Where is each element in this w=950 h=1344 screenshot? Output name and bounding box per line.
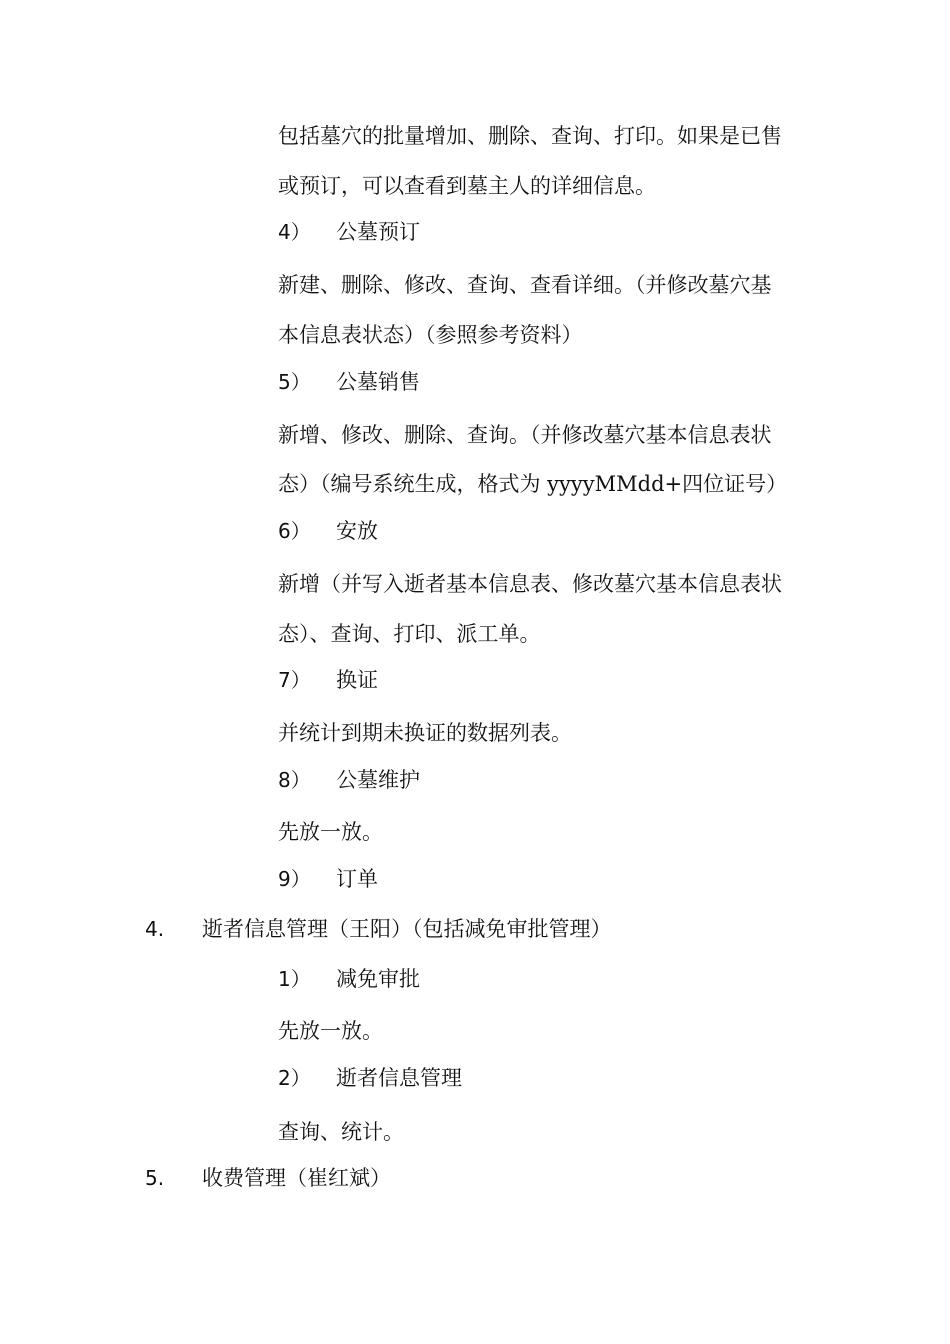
paragraph-line: 态）（编号系统生成，格式为 yyyyMMdd+四位证号） bbox=[278, 472, 788, 496]
list-item-title: 换证 bbox=[336, 668, 378, 692]
section-number: 5. bbox=[145, 1166, 165, 1190]
paragraph-line: 新增、修改、删除、查询。（并修改墓穴基本信息表状 bbox=[278, 423, 772, 447]
list-item-number: 4） bbox=[278, 220, 311, 244]
paragraph-line: 或预订，可以查看到墓主人的详细信息。 bbox=[278, 174, 656, 198]
list-item-title: 安放 bbox=[336, 519, 378, 543]
list-item-number: 2） bbox=[278, 1066, 311, 1090]
list-item-title: 逝者信息管理 bbox=[336, 1066, 462, 1090]
list-item-title: 公墓销售 bbox=[336, 370, 420, 394]
list-item-number: 8） bbox=[278, 768, 311, 792]
paragraph-line: 并统计到期未换证的数据列表。 bbox=[278, 721, 572, 745]
list-item-number: 7） bbox=[278, 668, 311, 692]
list-item-title: 订单 bbox=[336, 867, 378, 891]
paragraph-line: 本信息表状态）（参照参考资料） bbox=[278, 323, 583, 347]
paragraph-line: 新建、删除、修改、查询、查看详细。（并修改墓穴基 bbox=[278, 273, 772, 297]
list-item-title: 公墓维护 bbox=[336, 768, 420, 792]
paragraph-line: 查询、统计。 bbox=[278, 1120, 404, 1144]
section-title: 逝者信息管理（王阳）（包括减免审批管理） bbox=[202, 917, 612, 941]
paragraph-line: 包括墓穴的批量增加、删除、查询、打印。如果是已售 bbox=[278, 124, 782, 148]
paragraph-line: 先放一放。 bbox=[278, 820, 383, 844]
list-item-number: 5） bbox=[278, 370, 311, 394]
paragraph-line: 态）、查询、打印、派工单。 bbox=[278, 622, 541, 646]
list-item-number: 9） bbox=[278, 867, 311, 891]
paragraph-line: 新增（并写入逝者基本信息表、修改墓穴基本信息表状 bbox=[278, 572, 782, 596]
list-item-title: 减免审批 bbox=[336, 967, 420, 991]
section-title: 收费管理（崔红斌） bbox=[202, 1166, 391, 1190]
section-number: 4. bbox=[145, 917, 165, 941]
list-item-number: 6） bbox=[278, 519, 311, 543]
list-item-title: 公墓预订 bbox=[336, 220, 420, 244]
list-item-number: 1） bbox=[278, 967, 311, 991]
paragraph-line: 先放一放。 bbox=[278, 1019, 383, 1043]
